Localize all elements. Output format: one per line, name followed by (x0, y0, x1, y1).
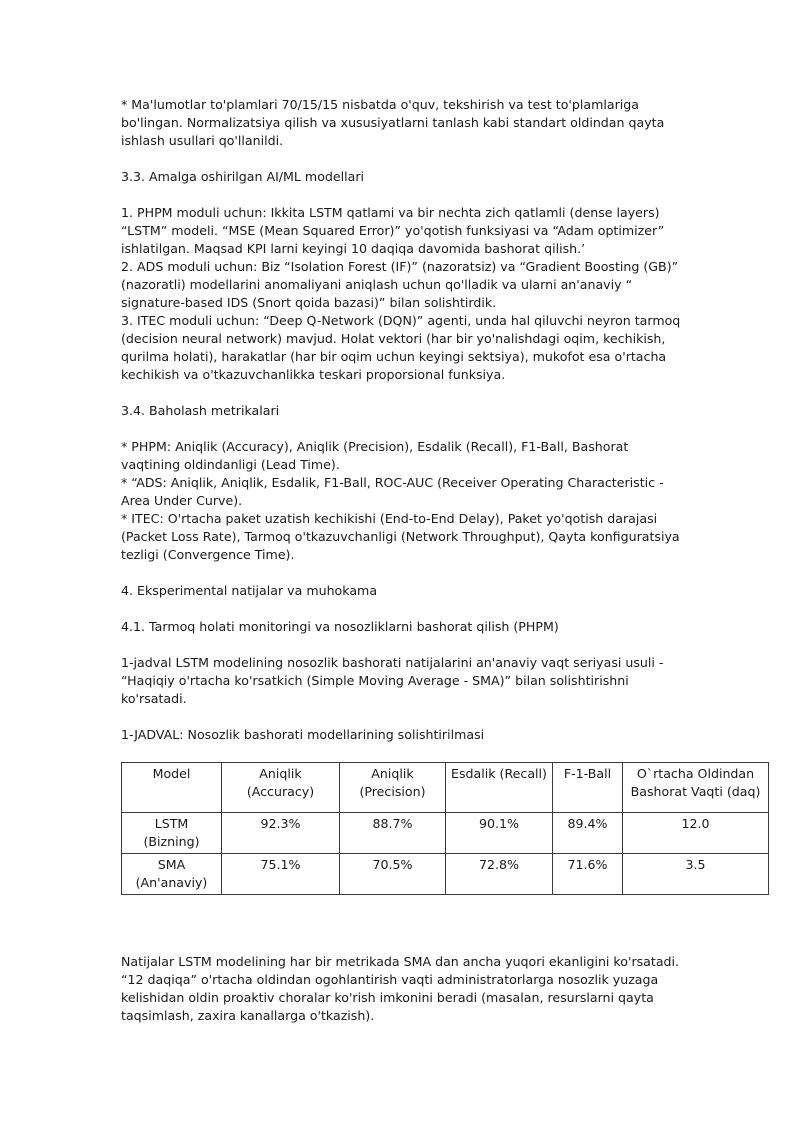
section-heading-3-4: 3.4. Baholash metrikalari (121, 403, 280, 418)
table-cell: 71.6% (553, 854, 623, 895)
table-caption: 1-JADVAL: Nosozlik bashorati modellarining solishtirilmasi (121, 727, 485, 742)
table-header-cell: Aniqlik (Accuracy) (222, 763, 340, 813)
list-item: * PHPM: Aniqlik (Accuracy), Aniqlik (Precision), Esdalik (Recall), F1-Ball, Bashorat vaqtining oldindanligi (Lead Time). (121, 439, 629, 472)
document-page (121, 96, 761, 1025)
table-cell: LSTM (Bizning) (122, 813, 222, 854)
paragraph-table-intro: 1-jadval LSTM modelining nosozlik bashorati natijalarini an'anaviy vaqt seriyasi usuli - “Haqiqiy o'rtacha ko'rsatkich (Simple Moving Average - SMA)” bilan solishtirishni ko'rsatadi. (121, 655, 664, 706)
table-header-cell: O`rtacha Oldindan Bashorat Vaqti (daq) (623, 763, 769, 813)
table-cell: 12.0 (623, 813, 769, 854)
comparison-table-wrap (121, 762, 768, 895)
table-cell: 88.7% (340, 813, 446, 854)
section-heading-3-3: 3.3. Amalga oshirilgan AI/ML modellari (121, 169, 365, 184)
section-heading-4: 4. Eksperimental natijalar va muhokama (121, 583, 378, 598)
table-cell: 3.5 (623, 854, 769, 895)
table-cell: 75.1% (222, 854, 340, 895)
table-cell: SMA (An'anaviy) (122, 854, 222, 895)
paragraph-data-split: * Ma'lumotlar to'plamlari 70/15/15 nisbatda o'quv, tekshirish va test to'plamlariga bo'lingan. Normalizatsiya qilish va xususiyatlarni tanlash kabi standart oldindan qayta ishlash usullari qo'llanildi. (121, 97, 665, 148)
table-row (122, 813, 769, 854)
comparison-table (121, 762, 769, 895)
table-cell: 70.5% (340, 854, 446, 895)
list-item: * “ADS: Aniqlik, Aniqlik, Esdalik, F1-Ball, ROC-AUC (Receiver Operating Characteristic - Area Under Curve). (121, 475, 664, 508)
table-cell: 92.3% (222, 813, 340, 854)
list-item: 1. PHPM moduli uchun: Ikkita LSTM qatlami va bir nechta zich qatlamli (dense layers) “LSTM” modeli. “MSE (Mean Squared Error)” yo'qotish funksiyasi va “Adam optimizer” ishlatilgan. Maqsad KPI larni keyingi 10 daqiqa davomida bashorat qilish.’ (121, 205, 665, 256)
list-item: 2. ADS moduli uchun: Biz “Isolation Forest (IF)” (nazoratsiz) va “Gradient Boosting (GB)” (nazoratli) modellarini anomaliyani aniqlash uchun qo'lladik va ularni an'anaviy “ signature-based IDS (Snort qoida bazasi)” bilan solishtirdik. (121, 259, 679, 310)
table-header-row (122, 763, 769, 813)
table-header-cell: Esdalik (Recall) (446, 763, 553, 813)
table-header-cell: Model (122, 763, 222, 813)
list-item: * ITEC: O'rtacha paket uzatish kechikishi (End-to-End Delay), Paket yo'qotish darajasi (Packet Loss Rate), Tarmoq o'tkazuvchanligi (Network Throughput), Qayta konfiguratsiya tezligi (Convergence Time). (121, 511, 680, 562)
table-cell: 72.8% (446, 854, 553, 895)
table-header-cell: Aniqlik (Precision) (340, 763, 446, 813)
table-cell: 89.4% (553, 813, 623, 854)
section-heading-4-1: 4.1. Tarmoq holati monitoringi va nosozliklarni bashorat qilish (PHPM) (121, 619, 559, 634)
table-row (122, 854, 769, 895)
table-header-cell: F-1-Ball (553, 763, 623, 813)
paragraph-conclusion: Natijalar LSTM modelining har bir metrikada SMA dan ancha yuqori ekanligini ko'rsatadi. “12 daqiqa” o'rtacha oldindan ogohlantirish vaqti administratorlarga nosozlik yuzaga kelishidan oldin proaktiv choralar ko'rish imkonini beradi (masalan, resurslarni qayta taqsimlash, zaxira kanallarga o'tkazish). (121, 954, 680, 1023)
list-item: 3. ITEC moduli uchun: “Deep Q-Network (DQN)” agenti, unda hal qiluvchi neyron tarmoq (decision neural network) mavjud. Holat vektori (har bir yo'nalishdagi oqim, kechikish, qurilma holati), harakatlar (har bir oqim uchun keyingi sektsiya), mukofot esa o'rtacha kechikish va o'tkazuvchanlikka teskari proporsional funksiya. (121, 313, 681, 382)
table-cell: 90.1% (446, 813, 553, 854)
